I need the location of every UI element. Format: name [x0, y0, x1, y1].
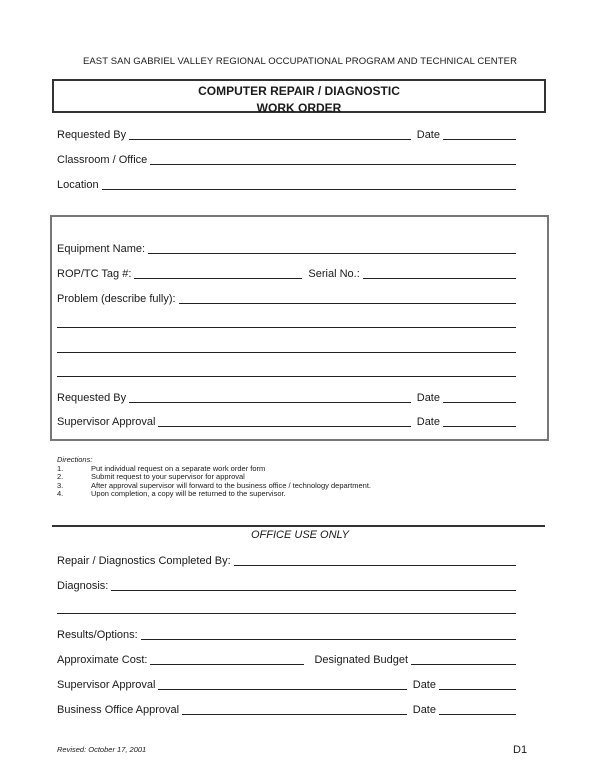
- date-label: Date: [416, 129, 440, 141]
- tag-serial-row: [57, 266, 516, 280]
- rop-tag-label: ROP/TC Tag #:: [57, 268, 132, 280]
- equipment-date-label: Date: [416, 392, 440, 404]
- equipment-name-field[interactable]: [148, 253, 516, 254]
- equipment-name-row: [57, 241, 516, 255]
- date-field[interactable]: [443, 139, 516, 140]
- rop-tag-field[interactable]: [134, 278, 302, 279]
- diagnosis-row: [57, 578, 516, 592]
- classroom-field[interactable]: [150, 164, 516, 165]
- results-label: Results/Options:: [57, 629, 138, 641]
- approx-cost-field[interactable]: [150, 664, 304, 665]
- location-row: [57, 177, 516, 191]
- problem-line-3[interactable]: [57, 352, 516, 353]
- supervisor-approval-row: [57, 414, 516, 428]
- diagnosis-line-2[interactable]: [57, 613, 516, 614]
- direction-item: 4. Upon completion, a copy will be returned to the supervisor.: [57, 489, 286, 498]
- classroom-label: Classroom / Office: [57, 154, 148, 166]
- designated-budget-label: Designated Budget: [314, 654, 409, 666]
- classroom-row: [57, 152, 516, 166]
- revised-date: Revised: October 17, 2001: [57, 745, 147, 754]
- section-divider: [52, 525, 545, 527]
- form-subtitle: WORK ORDER: [256, 101, 342, 115]
- completed-by-label: Repair / Diagnostics Completed By:: [57, 555, 231, 567]
- problem-line-2[interactable]: [57, 327, 516, 328]
- equipment-requested-by-field[interactable]: [129, 402, 411, 403]
- results-row: [57, 627, 516, 641]
- office-supervisor-date-field[interactable]: [439, 689, 516, 690]
- problem-row: [57, 291, 516, 305]
- requested-by-label: Requested By: [57, 129, 127, 141]
- office-supervisor-label: Supervisor Approval: [57, 679, 156, 691]
- cost-budget-row: [57, 652, 516, 666]
- supervisor-approval-field[interactable]: [158, 426, 410, 427]
- completed-by-row: [57, 553, 516, 567]
- problem-field[interactable]: [179, 303, 516, 304]
- location-label: Location: [57, 179, 99, 191]
- completed-by-field[interactable]: [234, 565, 516, 566]
- supervisor-date-label: Date: [416, 416, 440, 428]
- direction-item: 2. Submit request to your supervisor for approval: [57, 472, 245, 481]
- direction-item: 3. After approval supervisor will forward to the business office / technology department.: [57, 480, 372, 490]
- organization-name: EAST SAN GABRIEL VALLEY REGIONAL OCCUPATIONAL PROGRAM AND TECHNICAL CENTER: [82, 56, 518, 67]
- business-date-label: Date: [412, 704, 436, 716]
- serial-field[interactable]: [363, 278, 516, 279]
- directions-heading: Directions:: [57, 455, 93, 464]
- equipment-requested-row: [57, 390, 516, 404]
- problem-line-4[interactable]: [57, 376, 516, 377]
- problem-label: Problem (describe fully):: [57, 293, 176, 305]
- serial-label: Serial No.:: [308, 268, 360, 280]
- office-use-heading: OFFICE USE ONLY: [250, 529, 349, 541]
- business-office-field[interactable]: [182, 714, 407, 715]
- supervisor-date-field[interactable]: [443, 426, 516, 427]
- directions: [57, 456, 477, 499]
- requested-by-field[interactable]: [129, 139, 411, 140]
- location-field[interactable]: [102, 189, 516, 190]
- form-title: COMPUTER REPAIR / DIAGNOSTIC: [198, 84, 400, 98]
- equipment-name-label: Equipment Name:: [57, 243, 146, 255]
- office-supervisor-date-label: Date: [412, 679, 436, 691]
- approx-cost-label: Approximate Cost:: [57, 654, 148, 666]
- equipment-requested-by-label: Requested By: [57, 392, 127, 404]
- office-supervisor-field[interactable]: [158, 689, 406, 690]
- requested-by-row: [57, 127, 516, 141]
- supervisor-approval-label: Supervisor Approval: [57, 416, 156, 428]
- business-office-row: [57, 702, 516, 716]
- business-date-field[interactable]: [439, 714, 516, 715]
- designated-budget-field[interactable]: [411, 664, 516, 665]
- office-supervisor-row: [57, 677, 516, 691]
- diagnosis-label: Diagnosis:: [57, 580, 109, 592]
- results-field[interactable]: [141, 639, 516, 640]
- page-number: D1: [513, 744, 528, 756]
- diagnosis-field[interactable]: [111, 590, 516, 591]
- business-office-label: Business Office Approval: [57, 704, 180, 716]
- title-box: [52, 79, 546, 113]
- direction-item: 1. Put individual request on a separate work order form: [57, 463, 266, 473]
- equipment-date-field[interactable]: [443, 402, 516, 403]
